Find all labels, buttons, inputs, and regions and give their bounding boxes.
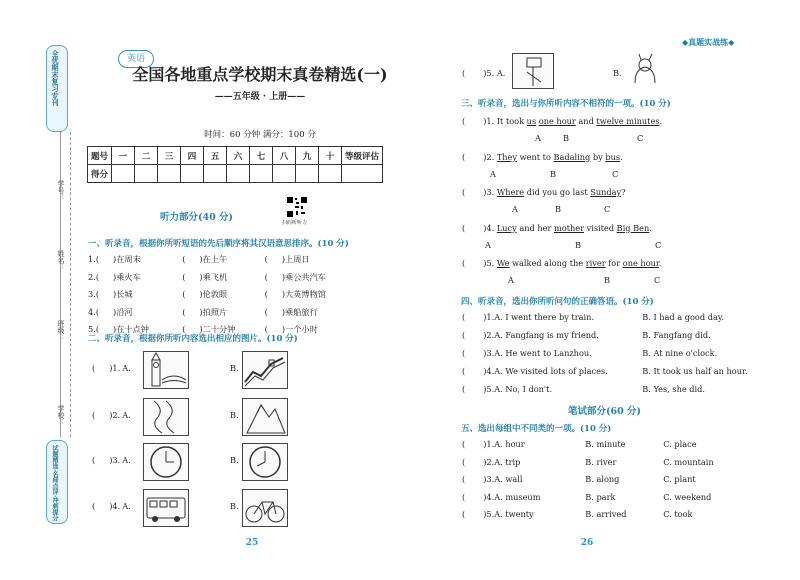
sentence-text: and	[575, 116, 597, 126]
option-b: B. park	[585, 491, 616, 502]
written-title: 笔试部分(60 分)	[568, 406, 642, 417]
answer-paren: (	[95, 271, 100, 282]
s4-row	[462, 312, 724, 322]
s1-option: 上周日	[285, 254, 310, 264]
bicycle-icon	[242, 489, 288, 527]
sentence-text: ?	[621, 187, 626, 197]
s2-row	[92, 455, 131, 465]
option-b: B. arrived	[585, 509, 627, 519]
section2-title: 二、听录音，根据你所听内容选出相应的图片。(10 分)	[88, 334, 298, 344]
item-number: 2.	[486, 456, 495, 467]
option-c: C. place	[663, 439, 697, 449]
choice-letter: C	[637, 133, 644, 143]
score-cell: 九	[296, 147, 319, 165]
answer-paren: (	[462, 366, 466, 376]
answer-paren: )	[483, 384, 487, 394]
field-name: 姓名：	[57, 250, 65, 271]
big-ben-icon	[143, 351, 189, 389]
clock-icon	[143, 443, 189, 481]
choice-letter: B	[550, 168, 557, 179]
s1-option: 乘飞机	[202, 271, 228, 282]
s1-option: 拍照片	[202, 306, 228, 317]
answer-paren: )	[281, 289, 286, 299]
answer-paren: )	[281, 324, 286, 334]
s4-row	[462, 384, 705, 394]
answer-paren: )	[199, 324, 203, 334]
score-blank[interactable]	[112, 165, 135, 183]
listening-title: 听力部分(40 分)	[160, 212, 234, 223]
answer-paren: )	[281, 254, 286, 264]
answer-paren: (	[92, 501, 96, 511]
field-school: 学校：	[57, 405, 65, 426]
qr-caption: 扫码听听力	[282, 220, 308, 226]
item-number: 3.	[112, 455, 121, 465]
answer-paren: )	[483, 348, 487, 358]
option-b-label: B.	[230, 455, 239, 465]
sentence-text: walked along the	[509, 258, 586, 268]
score-blank[interactable]	[181, 165, 204, 183]
answer-paren: )	[113, 306, 117, 317]
option-b: B. At nine o'clock.	[642, 348, 718, 358]
item-number: 2.	[486, 151, 495, 162]
s1-option: 一个小时	[285, 324, 318, 334]
option-b: B. minute	[585, 439, 626, 449]
answer-paren: )	[483, 222, 487, 233]
answer-paren: (	[264, 306, 268, 317]
answer-paren: (	[462, 456, 466, 467]
option-a: A. twenty	[494, 509, 534, 519]
answer-paren: (	[462, 312, 466, 322]
s1-option: 在上午	[202, 254, 228, 264]
answer-paren: )	[483, 474, 487, 484]
answer-paren: )	[109, 501, 113, 511]
choice-letter: B	[563, 133, 570, 143]
answer-paren: )	[281, 271, 286, 282]
cartoon-animal-icon	[625, 53, 665, 87]
option-a: A. No, I don't.	[494, 384, 553, 394]
field-class: 班级：	[57, 320, 65, 341]
sidebar-bottom-box	[46, 440, 68, 524]
answer-paren: (	[182, 289, 186, 299]
sentence-text: .	[620, 151, 623, 162]
choice-letter: C	[654, 275, 661, 285]
answer-paren: (	[182, 324, 186, 334]
page-title: 全国各地重点学校期末真卷精选(一)	[132, 65, 388, 84]
underlined-phrase: Badaling	[553, 151, 591, 162]
sentence-text: .	[658, 258, 662, 268]
answer-paren: )	[483, 151, 487, 162]
answer-paren: )	[113, 289, 117, 299]
score-cell: 六	[227, 147, 250, 165]
item-number: 3.	[486, 187, 495, 197]
answer-paren: )	[483, 116, 487, 126]
section3-title: 三、听录音，选出与你所听内容不相符的一项。(10 分)	[461, 99, 671, 109]
underlined-phrase: Lucy	[496, 222, 517, 233]
answer-paren: (	[264, 289, 268, 299]
item-number: 4.	[486, 491, 495, 502]
answer-paren: )	[483, 187, 487, 197]
sentence-text: and her	[516, 222, 554, 233]
score-cell: 三	[158, 147, 181, 165]
s1-row	[88, 307, 318, 318]
s1-row	[88, 272, 326, 283]
answer-paren: )	[113, 254, 117, 264]
sentence-text: went to	[517, 151, 554, 162]
option-a-label: A.	[122, 410, 131, 420]
underlined-phrase: bus	[605, 151, 621, 162]
answer-paren: )	[199, 271, 203, 282]
answer-paren: (	[95, 324, 100, 334]
option-a: A. I went there by train.	[494, 312, 595, 322]
score-blank[interactable]	[158, 165, 181, 183]
option-c: C. mountain	[663, 456, 714, 467]
answer-paren: (	[462, 330, 466, 340]
score-value-row	[88, 165, 383, 183]
underlined-phrase: one hour	[538, 116, 576, 126]
section5-title: 五、选出每组中不同类的一项。(10 分)	[461, 424, 612, 434]
answer-paren: (	[182, 254, 186, 264]
item-number: 2.	[88, 271, 96, 282]
choice-letter: A	[508, 275, 514, 285]
river-icon	[143, 398, 189, 436]
s5-row	[462, 509, 693, 519]
answer-paren: (	[92, 363, 96, 373]
answer-paren: (	[264, 271, 268, 282]
s2-row	[92, 410, 131, 420]
option-a-label: A.	[122, 455, 131, 465]
s1-option: 乘船旅行	[285, 306, 318, 317]
exam-meta: 时间：60 分钟 满分：100 分	[204, 130, 316, 140]
score-blank[interactable]	[273, 165, 296, 183]
field-student-id: 学号：	[57, 180, 65, 201]
score-cell: 等级评估	[342, 147, 383, 165]
choice-letter: C	[655, 239, 662, 250]
option-c: C. took	[663, 509, 693, 519]
underlined-phrase: We	[496, 258, 510, 268]
answer-paren: (	[462, 151, 466, 162]
choice-letter: A	[535, 133, 541, 143]
score-blank[interactable]	[342, 165, 383, 183]
clock-icon	[242, 443, 288, 481]
answer-paren: (	[462, 348, 466, 358]
answer-paren: )	[109, 455, 113, 465]
answer-paren: (	[462, 222, 466, 233]
score-blank[interactable]	[227, 165, 250, 183]
option-b: B. Fangfang did.	[642, 330, 711, 340]
item-number: 5.	[486, 384, 495, 394]
answer-paren: (	[182, 271, 186, 282]
answer-paren: (	[92, 455, 96, 465]
sentence-text: visited	[584, 222, 617, 233]
s1-row	[88, 254, 310, 265]
item-number: 2.	[486, 330, 495, 340]
answer-paren: )	[109, 363, 113, 373]
option-b: B. along	[585, 474, 620, 484]
s3-sentence	[462, 187, 626, 197]
answer-paren: )	[483, 258, 487, 268]
sentence-text: by	[590, 151, 606, 162]
item-number: 1.	[486, 439, 495, 449]
page-number-right: 26	[580, 538, 594, 548]
score-header-row	[88, 147, 383, 165]
item-number: 1.	[486, 312, 495, 322]
s4-row	[462, 348, 717, 358]
choice-letter: B	[575, 239, 582, 250]
score-cell: 八	[273, 147, 296, 165]
item-number: 5.	[88, 324, 96, 334]
item-number: 3.	[486, 474, 495, 484]
option-b: B. It took us half an hour.	[642, 366, 748, 376]
sidebar-top-label: 全优期末复习专刊	[51, 50, 60, 106]
score-cell: 十	[319, 147, 342, 165]
item-number: 4.	[486, 222, 495, 233]
answer-paren: )	[113, 271, 117, 282]
binding-line	[60, 132, 61, 437]
s4-row	[462, 330, 711, 340]
s5-row	[462, 474, 696, 484]
sentence-text: .	[649, 222, 652, 233]
underlined-phrase: Where	[496, 187, 525, 197]
option-a-label: A.	[122, 363, 131, 373]
underlined-phrase: us	[526, 116, 537, 126]
option-a: A. He went to Lanzhou.	[494, 348, 592, 358]
choice-letter: B	[555, 204, 562, 214]
answer-paren: )	[199, 254, 203, 264]
item-number: 4.	[486, 366, 495, 376]
s5-row	[462, 439, 697, 449]
score-blank[interactable]	[319, 165, 342, 183]
s1-option: 在十点钟	[116, 324, 149, 334]
item-number: 1.	[112, 363, 121, 373]
s3-sentence	[462, 116, 662, 126]
item-number: 5.	[486, 509, 495, 519]
choice-letter: C	[604, 204, 611, 214]
choice-letter: A	[485, 239, 491, 250]
underlined-phrase: river	[585, 258, 606, 268]
item-number: 1.	[88, 254, 96, 264]
option-c: C. plant	[663, 474, 696, 484]
underlined-phrase: They	[496, 151, 518, 162]
s1-option: 乘火车	[116, 271, 141, 282]
answer-paren: )	[483, 366, 487, 376]
brand-label: ◆真题实战练◆	[682, 37, 735, 47]
sidebar-top-box	[46, 45, 68, 132]
option-a: A. Fangfang is my friend.	[494, 330, 599, 340]
score-cell: 一	[112, 147, 135, 165]
s2-row	[92, 363, 131, 373]
answer-paren: )	[483, 312, 487, 322]
sentence-text: It took	[496, 116, 527, 126]
score-blank[interactable]	[296, 165, 319, 183]
answer-paren: (	[264, 254, 268, 264]
answer-paren: (	[462, 509, 466, 519]
underlined-phrase: Big Ben	[616, 222, 650, 233]
answer-paren: (	[462, 384, 466, 394]
underlined-phrase: mother	[554, 222, 585, 233]
option-c: C. weekend	[663, 491, 712, 502]
s1-row	[88, 289, 326, 300]
answer-paren: (	[95, 254, 100, 264]
option-a: A. trip	[494, 456, 521, 467]
answer-paren: )	[109, 410, 113, 420]
s1-option: 长城	[116, 289, 133, 299]
grade-label: ——五年级 · 上册——	[214, 92, 306, 102]
answer-paren: )	[483, 439, 487, 449]
score-blank[interactable]	[250, 165, 273, 183]
option-b-label: B.	[230, 501, 239, 511]
option-a: A. museum	[494, 491, 541, 502]
score-blank[interactable]	[204, 165, 227, 183]
s3-sentence	[462, 223, 652, 233]
answer-paren: )	[483, 491, 487, 502]
section1-title: 一、听录音，根据你所听短语的先后顺序将其汉语意思排序。(10 分)	[88, 239, 349, 249]
score-cell: 五	[204, 147, 227, 165]
answer-paren: (	[95, 289, 100, 299]
option-b: B. I had a good day.	[642, 312, 724, 322]
underlined-phrase: one hour	[622, 258, 659, 268]
s3-sentence	[462, 258, 662, 268]
answer-paren: )	[483, 456, 487, 467]
s3-sentence	[462, 152, 623, 162]
choice-letter: A	[512, 204, 518, 214]
item-number: 4.	[88, 306, 96, 317]
section4-title: 四、听录音，选出你所听问句的正确答语。(10 分)	[461, 297, 654, 307]
sentence-text: for	[605, 258, 623, 268]
answer-paren: (	[462, 187, 466, 197]
option-b: B. river	[585, 456, 617, 467]
answer-paren: (	[462, 258, 466, 268]
s1-option: 沿河	[116, 306, 133, 317]
s1-option: 乘公共汽车	[285, 271, 326, 282]
s5-row	[462, 457, 714, 467]
answer-paren: (	[182, 306, 186, 317]
answer-paren: )	[483, 330, 487, 340]
score-cell: 七	[250, 147, 273, 165]
answer-paren: )	[281, 306, 286, 317]
answer-paren: (	[462, 116, 466, 126]
option-b-label: B.	[230, 410, 239, 420]
subject-badge: 英语	[118, 50, 154, 68]
option-a-label: A.	[122, 501, 131, 511]
answer-paren: )	[199, 289, 203, 299]
sentence-text: did you go last	[524, 187, 591, 197]
score-cell: 得分	[88, 165, 112, 183]
answer-paren: (	[462, 491, 466, 502]
item-number: 3.	[486, 348, 495, 358]
s1-option: 大英博物馆	[285, 289, 326, 299]
option-b-label: B.	[230, 363, 239, 373]
choice-letter: A	[490, 168, 496, 179]
page-number-left: 25	[245, 538, 259, 548]
s5-row	[462, 492, 711, 502]
answer-paren: (	[462, 439, 466, 449]
item-number: 5.	[486, 258, 495, 268]
answer-paren: )	[199, 306, 203, 317]
option-a: A. We visited lots of places.	[494, 366, 608, 376]
score-cell: 题号	[88, 147, 112, 165]
sentence-text: .	[659, 116, 663, 126]
choice-letter: B	[604, 275, 611, 285]
s1-option: 二十分钟	[202, 324, 236, 334]
option-b: B. Yes, she did.	[642, 384, 706, 394]
score-table	[87, 146, 383, 183]
s4-row	[462, 366, 748, 376]
answer-paren: )	[113, 324, 117, 334]
score-cell: 四	[181, 147, 204, 165]
s2-row	[92, 501, 131, 511]
cut-line	[70, 132, 71, 437]
s2-item5: ( )5. A.	[462, 68, 506, 78]
answer-paren: (	[92, 410, 96, 420]
option-a: A. hour	[494, 439, 525, 449]
qr-code-icon	[286, 196, 308, 218]
item-number: 1.	[486, 116, 495, 126]
answer-paren: )	[483, 509, 487, 519]
underlined-phrase: twelve minutes	[596, 116, 660, 126]
choice-letter: C	[612, 168, 619, 179]
item-number: 3.	[88, 289, 96, 299]
underlined-phrase: Sunday	[590, 187, 622, 197]
option-a: A. wall	[494, 474, 523, 484]
answer-paren: (	[264, 324, 268, 334]
answer-paren: (	[95, 306, 100, 317]
s1-option: 在周末	[116, 254, 141, 264]
bus-icon	[143, 489, 189, 527]
item-number: 4.	[112, 501, 121, 511]
signpost-icon	[512, 53, 554, 89]
s2-item5-b: B.	[613, 68, 622, 78]
great-wall-icon	[242, 351, 288, 389]
score-cell: 二	[135, 147, 158, 165]
s1-option: 伦敦眼	[202, 289, 228, 299]
mountain-icon	[242, 398, 288, 436]
answer-paren: (	[462, 474, 466, 484]
sidebar-bottom-label: 试题精选·名师点评·冲刺提分	[51, 445, 58, 522]
item-number: 2.	[112, 410, 121, 420]
score-blank[interactable]	[135, 165, 158, 183]
